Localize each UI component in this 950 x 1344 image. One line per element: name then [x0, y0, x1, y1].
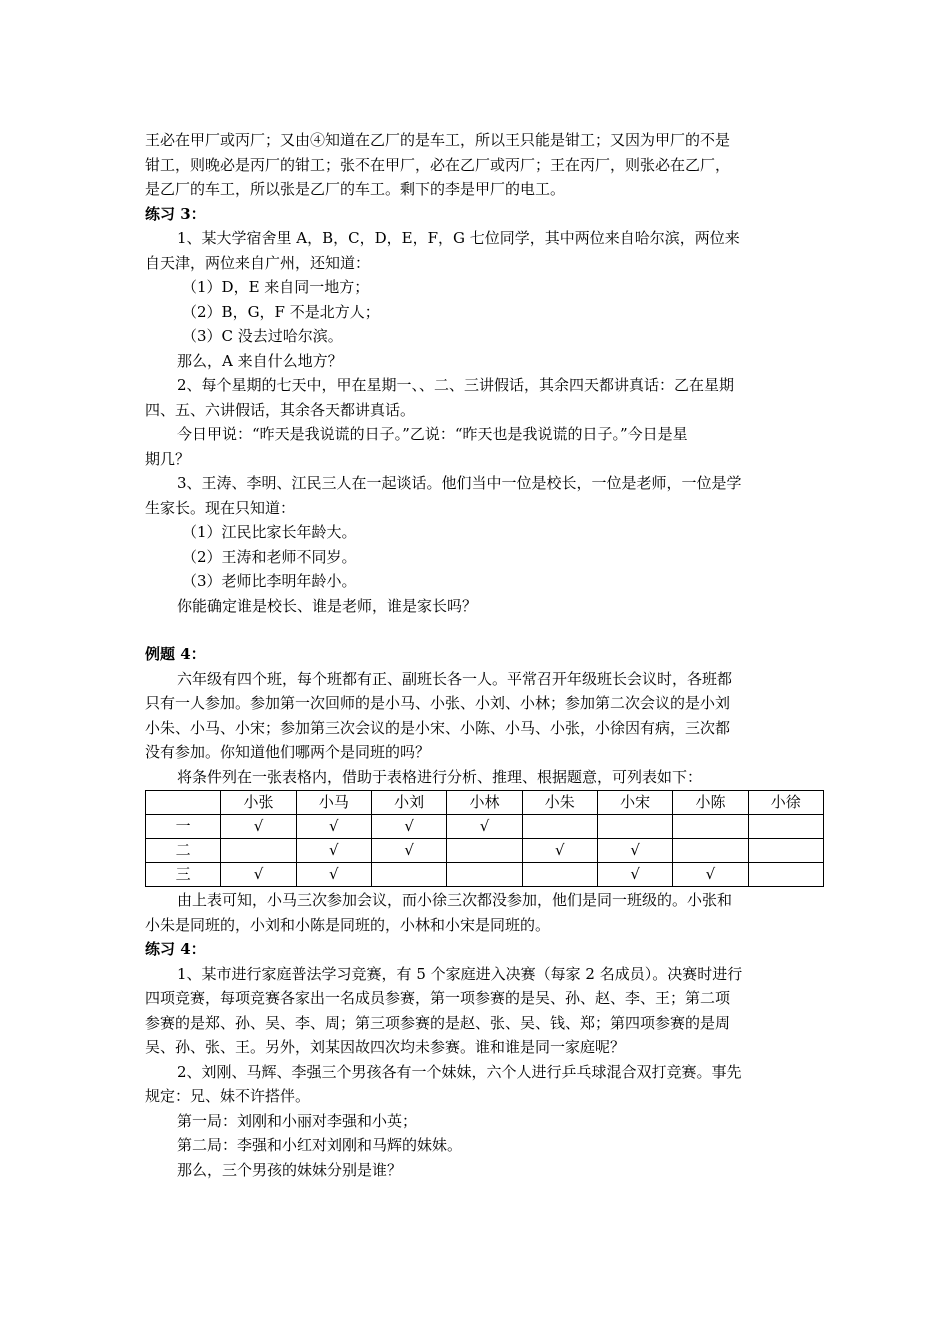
text-line: 吴、孙、张、王。另外，刘某因故四次均未参赛。谁和谁是同一家庭呢？: [145, 1038, 626, 1056]
table-cell: √: [673, 863, 748, 887]
table-cell: [447, 839, 522, 863]
table-cell: 一: [146, 815, 221, 839]
text-line: 没有参加。你知道他们哪两个是同班的吗？: [145, 743, 431, 761]
table-cell: √: [597, 863, 672, 887]
table-cell: √: [221, 815, 296, 839]
text-line: 钳工，则晚必是丙厂的钳工；张不在甲厂，必在乙厂或丙厂；王在丙厂，则张必在乙厂，: [145, 155, 731, 174]
condition-line: （2）王涛和老师不同岁。: [182, 547, 357, 566]
condition-line: （1）D，E 来自同一地方；: [182, 278, 370, 296]
text-line: 四、五、六讲假话，其余各天都讲真话。: [145, 400, 416, 419]
table-cell: √: [371, 839, 446, 863]
table-header-cell: 小刘: [371, 791, 446, 815]
table-cell: [673, 839, 748, 863]
table-cell: [447, 863, 522, 887]
table-header-cell: [146, 791, 221, 815]
table-cell: √: [296, 863, 371, 887]
text-line: 四项竞赛，每项竞赛各家出一名成员参赛，第一项参赛的是吴、孙、赵、李、王；第二项: [145, 989, 731, 1007]
table-cell: [522, 863, 597, 887]
table-cell: 二: [146, 839, 221, 863]
table-header-cell: 小陈: [673, 791, 748, 815]
table-header-cell: 小张: [221, 791, 296, 815]
text-line: 小朱、小马、小宋；参加第三次会议的是小宋、小陈、小马、小张，小徐因有病，三次都: [145, 718, 731, 737]
text-line: 由上表可知，小马三次参加会议，而小徐三次都没参加，他们是同一班级的。小张和: [177, 891, 733, 909]
table-header-row: [146, 791, 824, 815]
text-line: 期几？: [145, 449, 191, 468]
table-cell: [673, 815, 748, 839]
table-cell: [371, 863, 446, 887]
text-line: 将条件列在一张表格内，借助于表格进行分析、推理、根据题意，可列表如下：: [177, 767, 703, 786]
document-body: [145, 128, 810, 1182]
table-header-cell: 小宋: [597, 791, 672, 815]
practice3-heading: 练习 3：: [145, 204, 206, 223]
practice4-heading: 练习 4：: [145, 940, 206, 958]
question-line: 那么，A 来自什么地方？: [177, 351, 343, 370]
condition-line: （3）C 没去过哈尔滨。: [182, 327, 343, 345]
table-cell: √: [522, 839, 597, 863]
blank-line: [145, 618, 810, 642]
table-header-cell: 小朱: [522, 791, 597, 815]
text-line: 1、某大学宿舍里 A，B，C，D，E，F，G 七位同学，其中两位来自哈尔滨，两位来: [177, 229, 740, 247]
table-cell: √: [597, 839, 672, 863]
table-row: [146, 839, 824, 863]
text-line: 生家长。现在只知道：: [145, 498, 296, 517]
table-cell: √: [371, 815, 446, 839]
text-line: 2、每个星期的七天中，甲在星期一、、二、三讲假话，其余四天都讲真话：乙在星期: [177, 376, 735, 394]
table-cell: √: [447, 815, 522, 839]
table-cell: √: [296, 839, 371, 863]
question-line: 你能确定谁是校长、谁是老师，谁是家长吗？: [177, 596, 478, 615]
table-cell: √: [221, 863, 296, 887]
text-line: 自天津，两位来自广州，还知道：: [145, 253, 371, 272]
text-line: 3、王涛、李明、江民三人在一起谈话。他们当中一位是校长，一位是老师，一位是学: [177, 474, 742, 492]
table-header-cell: 小马: [296, 791, 371, 815]
condition-line: （1）江民比家长年龄大。: [182, 523, 357, 541]
condition-line: （2）B，G，F 不是北方人；: [182, 302, 380, 321]
text-line: 小朱是同班的，小刘和小陈是同班的，小林和小宋是同班的。: [145, 915, 551, 934]
example4-heading: 例题 4：: [145, 645, 206, 663]
text-line: 六年级有四个班，每个班都有正、副班长各一人。平常召开年级班长会议时，各班都: [177, 669, 733, 688]
text-line: 只有一人参加。参加第一次回师的是小马、小张、小刘、小林；参加第二次会议的是小刘: [145, 694, 731, 712]
table-cell: [748, 863, 823, 887]
table-cell: 三: [146, 863, 221, 887]
text-line: 规定：兄、妹不许搭伴。: [145, 1087, 311, 1105]
text-line: 第一局：刘刚和小丽对李强和小英；: [177, 1111, 418, 1130]
table-header-cell: 小林: [447, 791, 522, 815]
question-line: 那么，三个男孩的妹妹分别是谁？: [177, 1160, 403, 1179]
text-line: 2、刘刚、马辉、李强三个男孩各有一个妹妹，六个人进行乒乓球混合双打竞赛。事先: [177, 1062, 742, 1081]
text-line: 1、某市进行家庭普法学习竞赛，有 5 个家庭进入决赛（每家 2 名成员）。决赛时进行: [177, 964, 743, 983]
text-line: 王必在甲厂或丙厂；又由④知道在乙厂的是车工，所以王只能是钳工；又因为甲厂的不是: [145, 131, 731, 149]
table-cell: [221, 839, 296, 863]
table-cell: [748, 815, 823, 839]
table-row: [146, 863, 824, 887]
table-row: [146, 815, 824, 839]
table-cell: [522, 815, 597, 839]
table-cell: [597, 815, 672, 839]
table-cell: [748, 839, 823, 863]
text-line: 是乙厂的车工，所以张是乙厂的车工。剩下的李是甲厂的电工。: [145, 180, 566, 198]
table-cell: √: [296, 815, 371, 839]
attendance-table: [145, 790, 824, 887]
table-header-cell: 小徐: [748, 791, 823, 815]
text-line: 参赛的是郑、孙、吴、李、周；第三项参赛的是赵、张、吴、钱、郑；第四项参赛的是周: [145, 1013, 731, 1032]
text-line: 第二局：李强和小红对刘刚和马辉的妹妹。: [177, 1136, 463, 1154]
condition-line: （3）老师比李明年龄小。: [182, 572, 357, 590]
text-line: 今日甲说：“昨天是我说谎的日子。”乙说：“昨天也是我说谎的日子。”今日是星: [177, 425, 688, 443]
